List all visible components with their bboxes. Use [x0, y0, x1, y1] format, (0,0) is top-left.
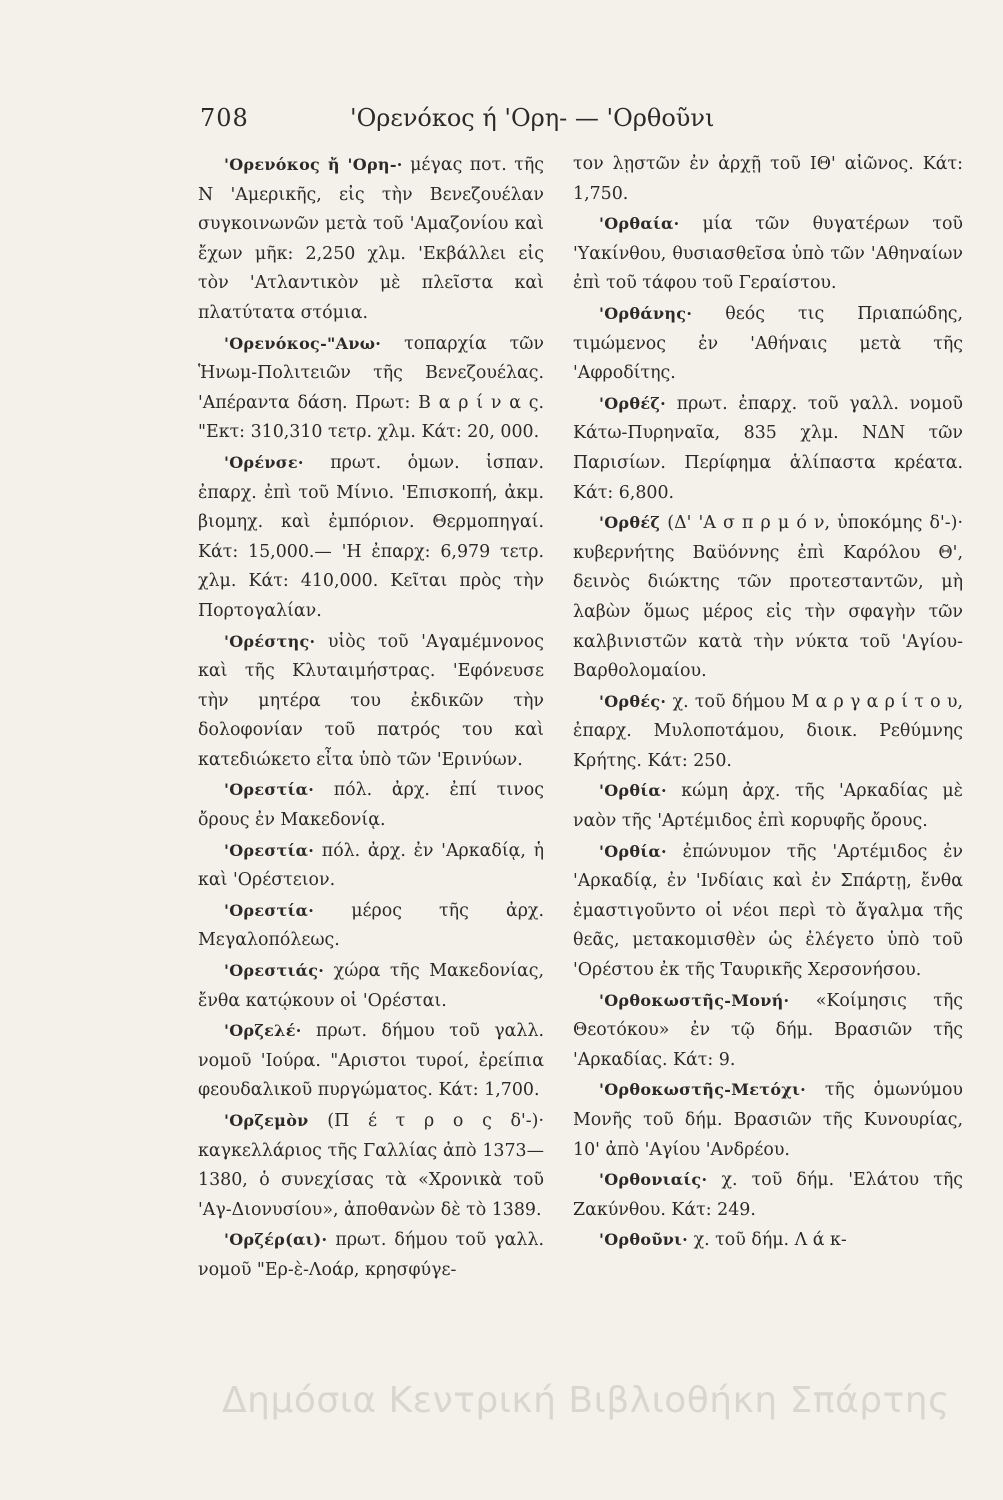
entry-text: ἐπώνυμον τῆς 'Αρτέμιδος ἐν 'Αρκαδίᾳ, ἐν 'Ινδίαις καὶ ἐν Σπάρτῃ, ἔνθα ἐμαστιγοῦντο οἱ νέοι περὶ τὸ ἄγαλμα τῆς θεᾶς, μετακομισθὲν ὡς ἐλέγετο ὑπὸ τοῦ 'Ορέστου ἐκ τῆς Ταυρικῆς Χερσονήσου. — [573, 841, 963, 981]
entry-headword: 'Ορθάνης· — [599, 303, 693, 323]
entry-headword: 'Ορέστης· — [224, 631, 316, 651]
entry-text: χ. τοῦ δήμ. 'Ελάτου τῆς Ζακύνθου. Κάτ: 249. — [573, 1170, 963, 1220]
dictionary-entry — [198, 1106, 544, 1225]
entry-headword: 'Ορεστία· — [224, 780, 315, 800]
page-header — [200, 104, 960, 144]
entry-text: υἱὸς τοῦ 'Αγαμέμνονος καὶ τῆς Κλυταιμήστρας. 'Εφόνευσε τὴν μητέρα του ἐκδικῶν τὴν δολοφονίαν τοῦ πατρός του καὶ κατεδιώκετο εἶτα ὑπὸ τῶν 'Ερινύων. — [198, 631, 544, 770]
entry-text: τοπαρχία τῶν Ἡνωμ-Πολιτειῶν τῆς Βενεζουέλας. 'Απέραντα δάση. Πρωτ: Β α ρ ί ν α ς. "Εκτ: 310,310 τετρ. χλμ. Κάτ: 20, 000. — [198, 333, 544, 443]
entry-text: πρωτ. ὁμων. ἱσπαν. ἐπαρχ. ἐπὶ τοῦ Μίνιο. 'Επισκοπή, ἀκμ. βιομηχ. καὶ ἐμπόριον. Θερμοπηγαί. Κάτ: 15,000.— 'Η ἐπαρχ: 6,979 τετρ. χλμ. Κάτ: 410,000. Κεῖται πρὸς τὴν Πορτογαλίαν. — [198, 452, 544, 621]
entry-headword: 'Ορθέζ· — [599, 393, 667, 413]
dictionary-entry — [198, 1225, 544, 1285]
entry-headword: 'Ορθές· — [599, 691, 667, 711]
entry-headword: 'Ορθοκωστῆς-Μετόχι· — [599, 1080, 807, 1100]
entry-text: πρωτ. ἐπαρχ. τοῦ γαλλ. νομοῦ Κάτω-Πυρηναῖα, 835 χλμ. ΝΔΝ τῶν Παρισίων. Περίφημα ἁλίπαστα κρέατα. Κάτ: 6,800. — [573, 393, 963, 503]
entry-headword: 'Ορενόκος-"Ανω· — [224, 333, 382, 353]
entry-headword: 'Ορθοκωστῆς-Μονή· — [599, 990, 790, 1010]
entry-headword: 'Ορθαία· — [599, 214, 680, 234]
dictionary-entry — [573, 1165, 963, 1225]
entry-text: μέγας ποτ. τῆς Ν 'Αμερικῆς, εἰς τὴν Βενεζουέλαν συγκοινωνῶν μετὰ τοῦ 'Αμαζονίου καὶ ἔχων μῆκ: 2,250 χλμ. 'Εκβάλλει εἰς τὸν 'Ατλαντικὸν μὲ πλεῖστα καὶ πλατύτατα στόμια. — [198, 155, 544, 323]
entry-text: (Π έ τ ρ ο ς δ'-)· καγκελλάριος τῆς Γαλλίας ἀπὸ 1373—1380, ὁ συνεχίσας τὰ «Χρονικὰ τοῦ 'Αγ-Διονυσίου», ἀποθανὼν δὲ τὸ 1389. — [198, 1111, 544, 1220]
dictionary-entry — [198, 329, 544, 448]
page-number: 708 — [200, 104, 249, 132]
entry-text: πρωτ. δήμου τοῦ γαλλ. νομοῦ 'Ιούρα. "Αριστοι τυροί, ἐρείπια φεουδαλικοῦ πυργώματος. Κάτ: 1,700. — [198, 1021, 544, 1101]
dictionary-entry — [573, 986, 963, 1076]
dictionary-entry — [573, 389, 963, 508]
dictionary-entry — [573, 150, 963, 209]
entry-text: πόλ. ἀρχ. ἐν 'Αρκαδίᾳ, ἡ καὶ 'Ορέστειον. — [198, 840, 544, 891]
dictionary-entry — [573, 1075, 963, 1165]
entry-text: κώμη ἀρχ. τῆς 'Αρκαδίας μὲ ναὸν τῆς 'Αρτέμιδος ἐπὶ κορυφῆς ὄρους. — [573, 781, 963, 832]
entry-text: πρωτ. δήμου τοῦ γαλλ. νομοῦ "Ερ-ὲ-Λοάρ, κρησφύγε- — [198, 1230, 544, 1280]
dictionary-entry — [198, 956, 544, 1016]
dictionary-entry — [198, 836, 544, 896]
entry-text: πόλ. ἀρχ. ἐπί τινος ὄρους ἐν Μακεδονίᾳ. — [198, 780, 544, 831]
entry-text: μία τῶν θυγατέρων τοῦ 'Υακίνθου, θυσιασθεῖσα ὑπὸ τῶν 'Αθηναίων ἐπὶ τοῦ τάφου τοῦ Γεραίστου. — [573, 214, 963, 294]
entry-headword: 'Ορθία· — [599, 841, 667, 861]
entry-headword: 'Ορεστιάς· — [224, 961, 325, 981]
entry-text: χ. τοῦ δήμου Μ α ρ γ α ρ ί τ ο υ, ἐπαρχ. Μυλοποτάμου, διοικ. Ρεθύμνης Κρήτης. Κάτ: 250. — [573, 691, 963, 771]
entry-headword: 'Ορθοῦνι· — [599, 1230, 689, 1250]
library-watermark: Δημόσια Κεντρική Βιβλιοθήκη Σπάρτης — [222, 1380, 950, 1421]
entry-text: τῆς ὁμωνύμου Μονῆς τοῦ δήμ. Βρασιῶν τῆς Κυνουρίας, 10' ἀπὸ 'Αγίου 'Ανδρέου. — [573, 1080, 963, 1160]
entry-text: (Δ' 'Α σ π ρ μ ό ν, ὑποκόμης δ'-)· κυβερνήτης Βαϋόννης ἐπὶ Καρόλου Θ', δεινὸς διώκτης τῶν προτεσταντῶν, μὴ λαβὼν ὅμως μέρος εἰς τὴν σφαγὴν τῶν καλβινιστῶν κατὰ τὴν νύκτα τοῦ 'Αγίου-Βαρθολομαίου. — [573, 513, 963, 682]
dictionary-entry — [573, 776, 963, 836]
entry-headword: 'Ορζελέ· — [224, 1021, 302, 1041]
entry-text: τον λῃστῶν ἐν ἀρχῇ τοῦ ΙΘ' αἰῶνος. Κάτ: 1,750. — [573, 154, 963, 204]
entry-headword: 'Ορθονιαίς· — [599, 1170, 708, 1190]
entry-text: χώρα τῆς Μακεδονίας, ἔνθα κατῴκουν οἱ 'Ορέσται. — [198, 961, 544, 1011]
entry-text: θεός τις Πριαπώδης, τιμώμενος ἐν 'Αθήναις μετὰ τῆς 'Αφροδίτης. — [573, 303, 963, 384]
entry-headword: 'Ορεστία· — [224, 900, 315, 920]
entry-headword: 'Ορζεμὸν — [224, 1111, 309, 1130]
entry-text: μέρος τῆς ἀρχ. Μεγαλοπόλεως. — [198, 900, 544, 951]
dictionary-entry — [198, 150, 544, 329]
dictionary-entry — [573, 1225, 963, 1256]
running-head: 'Ορενόκος ή 'Ορη- — 'Ορθοῦνι — [350, 104, 715, 132]
entry-headword: 'Ορζέρ(αι)· — [224, 1230, 328, 1250]
dictionary-entry — [198, 775, 544, 835]
dictionary-entry — [198, 1016, 544, 1106]
entry-text: χ. τοῦ δήμ. Λ ά κ- — [688, 1230, 847, 1251]
dictionary-entry — [198, 896, 544, 956]
dictionary-entry — [198, 448, 544, 627]
dictionary-entry — [198, 627, 544, 776]
dictionary-entry — [573, 209, 963, 299]
dictionary-entry — [573, 837, 963, 986]
left-column — [198, 150, 544, 1286]
entry-headword: 'Ορεστία· — [224, 840, 315, 860]
entry-headword: 'Ορένσε· — [224, 452, 304, 472]
right-column — [573, 150, 963, 1256]
dictionary-entry — [573, 687, 963, 777]
entry-headword: 'Ορθία· — [599, 781, 667, 801]
entry-headword: 'Ορενόκος ἤ 'Ορη-· — [224, 155, 403, 174]
dictionary-entry — [573, 299, 963, 389]
entry-text: «Κοίμησις τῆς Θεοτόκου» ἐν τῷ δήμ. Βρασιῶν τῆς 'Αρκαδίας. Κάτ: 9. — [573, 990, 963, 1070]
entry-headword: 'Ορθέζ — [599, 513, 661, 533]
dictionary-entry — [573, 508, 963, 687]
